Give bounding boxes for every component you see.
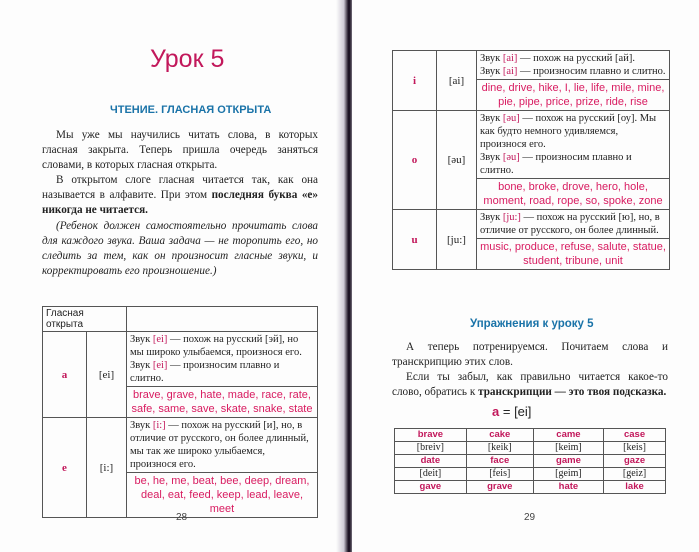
rule-bold-text: последняя буква «е» никогда не читается.	[42, 189, 318, 216]
vowel-letter-i: i	[393, 51, 437, 111]
desc-text: — похож на русский [ю], но, в отличие от русского, он более длинный.	[480, 212, 660, 236]
desc-text: — похож на русский [ай].	[517, 53, 635, 64]
vowel-letter-e: e	[43, 418, 87, 518]
desc-sound: [əu]	[502, 152, 520, 163]
word-list-e: be, he, me, beat, bee, deep, dream, deal, eat, feed, keep, lead, leave, meet	[127, 473, 318, 518]
transcription-i: [ai]	[437, 51, 477, 111]
table-row	[395, 429, 666, 442]
intro-paragraph: Мы уже мы научились читать слова, в которых гласная закрыта. Теперь пришла очередь заняться словами, в которых гласная открыта.	[42, 129, 318, 171]
rule-text: В открытом слоге гласная читается так, как она называется в алфавите. При этом	[42, 174, 318, 201]
formula-letter: a	[492, 404, 500, 419]
desc-text: — произносим плавно и слитно.	[130, 360, 280, 384]
exercise-word: grave	[466, 481, 533, 494]
exercise-transcription: [feis]	[466, 468, 533, 481]
desc-text: — похож на русский [оу]. Мы как будто немного удивляемся, произнося его.	[480, 113, 657, 150]
table-row	[395, 468, 666, 481]
exercise-word: hate	[533, 481, 603, 494]
desc-text: Звук	[480, 53, 503, 64]
desc-text: — похож на русский [и], но, в отличие от русского, он более длинный, мы так же широко улыбаемся, произнося его.	[130, 420, 309, 470]
word-list-i: dine, drive, hike, I, lie, life, mile, mine, pie, pipe, price, prize, ride, rise	[477, 80, 670, 111]
parent-note-text: (Ребенок должен самостоятельно прочитать слова для каждого звука. Ваша задача — не торопить его, но следить за тем, как он произносит гласные звуки, и корректировать его произношение.)	[42, 220, 318, 277]
vowel-letter-o: o	[393, 111, 437, 210]
exercise-word: game	[533, 455, 603, 468]
desc-sound: [ai]	[502, 53, 518, 64]
desc-sound: [ei]	[152, 334, 168, 345]
description-e	[127, 418, 318, 473]
desc-sound: [ai]	[502, 66, 518, 77]
desc-text: — произносим плавно и слитно.	[517, 66, 666, 77]
description-i	[477, 51, 670, 80]
table-row	[395, 481, 666, 494]
description-o	[477, 111, 670, 179]
exercise-word: came	[533, 429, 603, 442]
exercise-word: cake	[466, 429, 533, 442]
exercise-word: face	[466, 455, 533, 468]
exercise-word: gave	[395, 481, 467, 494]
desc-text: Звук	[130, 360, 153, 371]
description-a	[127, 332, 318, 387]
transcription-a: [ei]	[87, 332, 127, 418]
desc-text: Звук	[480, 212, 503, 223]
vowel-table-left	[42, 306, 318, 518]
description-u	[477, 210, 670, 239]
page-number-left: 28	[176, 512, 188, 523]
desc-text: — похож на русский [эй], но мы широко улыбаемся, произнося его.	[130, 334, 302, 358]
word-list-a: brave, grave, hate, made, race, rate, safe, same, save, skate, snake, state	[127, 387, 318, 418]
desc-text: Звук	[480, 113, 503, 124]
vowel-letter-u: u	[393, 210, 437, 270]
exercise-transcription: [geiz]	[604, 468, 666, 481]
hint-text: Если ты забыл, как правильно читается какое-то слово, обратись к	[392, 371, 668, 398]
desc-sound: [ju:]	[502, 212, 521, 223]
desc-text: — произносим плавно и слитно.	[480, 152, 632, 176]
rule-paragraph	[42, 173, 318, 218]
exercise-transcription: [keik]	[466, 442, 533, 455]
desc-sound: [ei]	[152, 360, 168, 371]
exercise-intro-paragraph: А теперь потренируемся. Почитаем слова и транскрипцию этих слов.	[392, 341, 668, 368]
section-heading: ЧТЕНИЕ. ГЛАСНАЯ ОТКРЫТА	[110, 104, 272, 116]
lesson-title: Урок 5	[150, 45, 225, 73]
exercises-title: Упражнения к уроку 5	[470, 318, 594, 330]
exercise-transcription: [deit]	[395, 468, 467, 481]
desc-sound: [i:]	[152, 420, 166, 431]
left-page	[0, 0, 345, 552]
exercise-transcription: [keis]	[604, 442, 666, 455]
exercise-transcription: [breiv]	[395, 442, 467, 455]
exercise-transcription: [keim]	[533, 442, 603, 455]
exercise-word: brave	[395, 429, 467, 442]
table-row	[395, 455, 666, 468]
formula-a-ei	[492, 404, 531, 419]
desc-text: Звук	[130, 334, 153, 345]
exercise-hint-paragraph	[392, 370, 668, 400]
exercise-word: gaze	[604, 455, 666, 468]
transcription-u: [ju:]	[437, 210, 477, 270]
exercise-table	[394, 428, 666, 494]
word-list-u: music, produce, refuse, salute, statue, student, tribune, unit	[477, 239, 670, 270]
exercise-word: lake	[604, 481, 666, 494]
exercise-word: case	[604, 429, 666, 442]
exercise-word: date	[395, 455, 467, 468]
desc-text: Звук	[130, 420, 153, 431]
word-list-o: bone, broke, drove, hero, hole, moment, road, rope, so, spoke, zone	[477, 179, 670, 210]
formula-sound: [ei]	[514, 404, 532, 419]
transcription-o: [əu]	[437, 111, 477, 210]
page-number-right: 29	[524, 512, 536, 523]
exercise-transcription: [geim]	[533, 468, 603, 481]
transcription-e: [i:]	[87, 418, 127, 518]
vowel-letter-a: a	[43, 332, 87, 418]
formula-equals: =	[499, 404, 515, 419]
desc-sound: [əu]	[502, 113, 520, 124]
desc-text: Звук	[480, 66, 503, 77]
parent-note-paragraph	[42, 219, 318, 279]
desc-text: Звук	[480, 152, 503, 163]
vowel-table-right	[392, 50, 670, 270]
table-row	[395, 442, 666, 455]
hint-bold-text: транскрипции — это твоя подсказка.	[478, 386, 667, 398]
right-page	[352, 0, 699, 552]
table-header-open-vowel: Гласная открыта	[43, 307, 127, 332]
